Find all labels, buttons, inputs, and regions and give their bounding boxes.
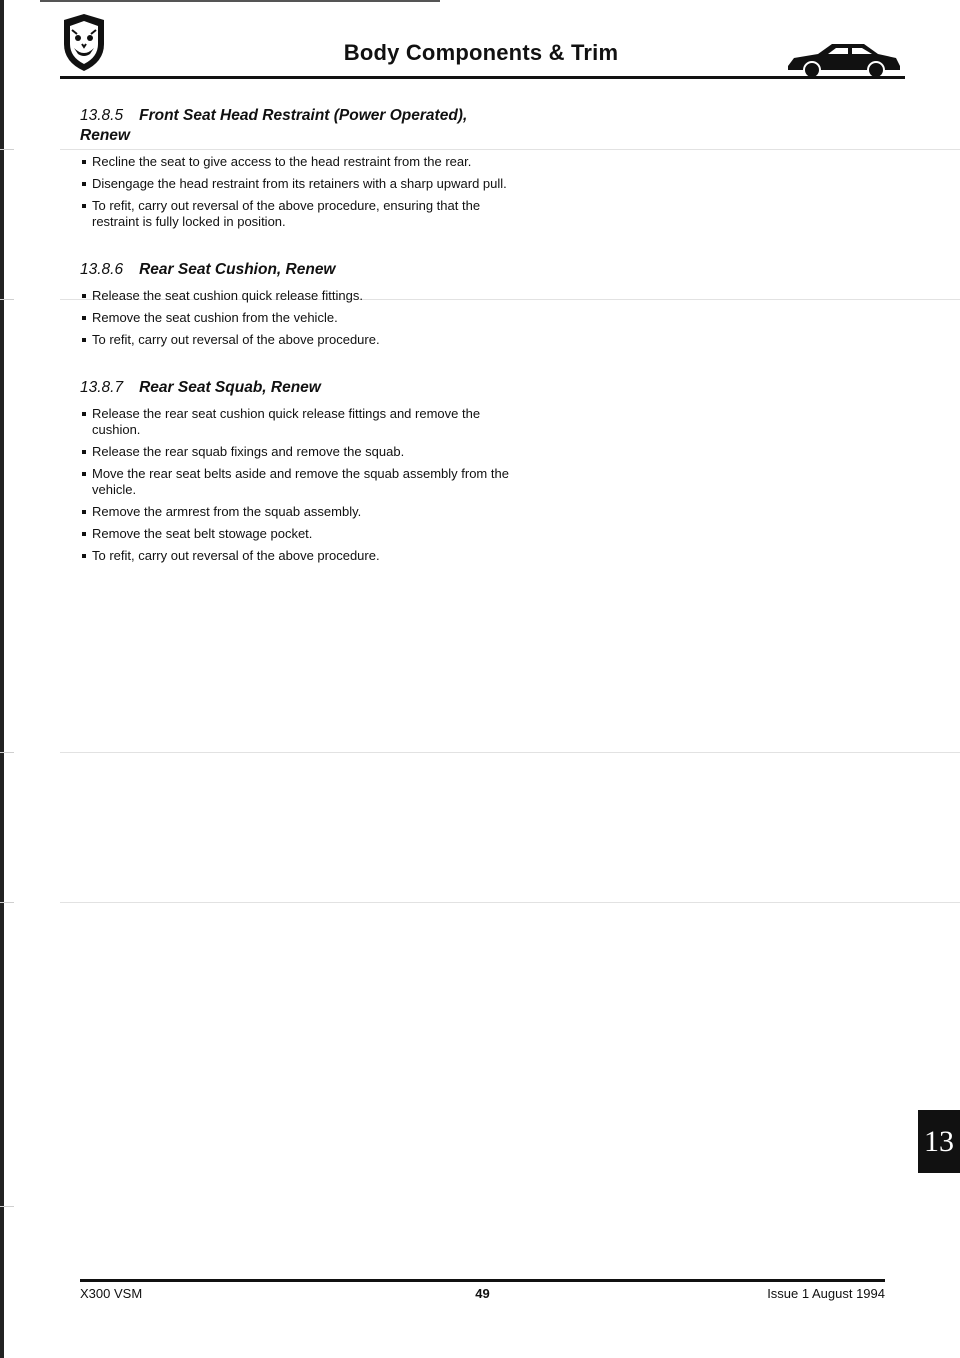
- manual-code: X300 VSM: [80, 1286, 143, 1301]
- step-item: Move the rear seat belts aside and remove the squab assembly from the vehicle.: [80, 466, 510, 498]
- step-item: To refit, carry out reversal of the above procedure.: [80, 548, 510, 564]
- page-number: 49: [475, 1286, 490, 1301]
- issue-date: Issue 1 August 1994: [767, 1286, 885, 1301]
- section-number: 13.8.6: [80, 261, 124, 278]
- section-tab: 13: [918, 1110, 960, 1173]
- step-item: Release the seat cushion quick release fittings.: [80, 288, 510, 304]
- step-item: Disengage the head restraint from its retainers with a sharp upward pull.: [80, 176, 510, 192]
- top-edge-line: [40, 0, 440, 2]
- section-title: Front Seat Head Restraint (Power Operated),: [139, 107, 468, 124]
- section-heading: [80, 260, 510, 280]
- section-13-8-6: [80, 260, 510, 348]
- page-title: Body Components & Trim: [343, 40, 619, 65]
- car-silhouette-icon: [784, 40, 902, 80]
- step-item: Release the rear squab fixings and remove the squab.: [80, 444, 510, 460]
- section-13-8-7: [80, 378, 510, 564]
- step-list: [80, 406, 510, 564]
- edge-mark: [0, 902, 14, 903]
- step-item: Release the rear seat cushion quick release fittings and remove the cushion.: [80, 406, 510, 438]
- step-item: Remove the seat belt stowage pocket.: [80, 526, 510, 542]
- procedure-content: [80, 106, 510, 584]
- step-item: Remove the armrest from the squab assembly.: [80, 504, 510, 520]
- scan-line: [60, 902, 960, 903]
- section-13-8-5: [80, 106, 510, 230]
- edge-mark: [0, 1206, 14, 1207]
- page-header: [60, 14, 902, 80]
- edge-mark: [0, 149, 14, 150]
- step-list: [80, 154, 510, 230]
- section-heading: [80, 106, 510, 146]
- step-item: To refit, carry out reversal of the above procedure, ensuring that the restraint is fully locked in position.: [80, 198, 510, 230]
- page-footer: [80, 1286, 885, 1304]
- section-title: Rear Seat Squab, Renew: [139, 379, 321, 396]
- step-item: To refit, carry out reversal of the above procedure.: [80, 332, 510, 348]
- step-list: [80, 288, 510, 348]
- step-item: Remove the seat cushion from the vehicle.: [80, 310, 510, 326]
- section-title: Rear Seat Cushion, Renew: [139, 261, 336, 278]
- edge-mark: [0, 299, 14, 300]
- binding-edge: [0, 0, 4, 1358]
- section-heading: [80, 378, 510, 398]
- step-item: Recline the seat to give access to the head restraint from the rear.: [80, 154, 510, 170]
- header-rule: [60, 76, 905, 79]
- section-number: 13.8.7: [80, 379, 124, 396]
- section-number: 13.8.5: [80, 107, 124, 124]
- edge-mark: [0, 752, 14, 753]
- footer-rule: [80, 1279, 885, 1282]
- section-title-continued: Renew: [80, 127, 130, 144]
- scan-line: [60, 752, 960, 753]
